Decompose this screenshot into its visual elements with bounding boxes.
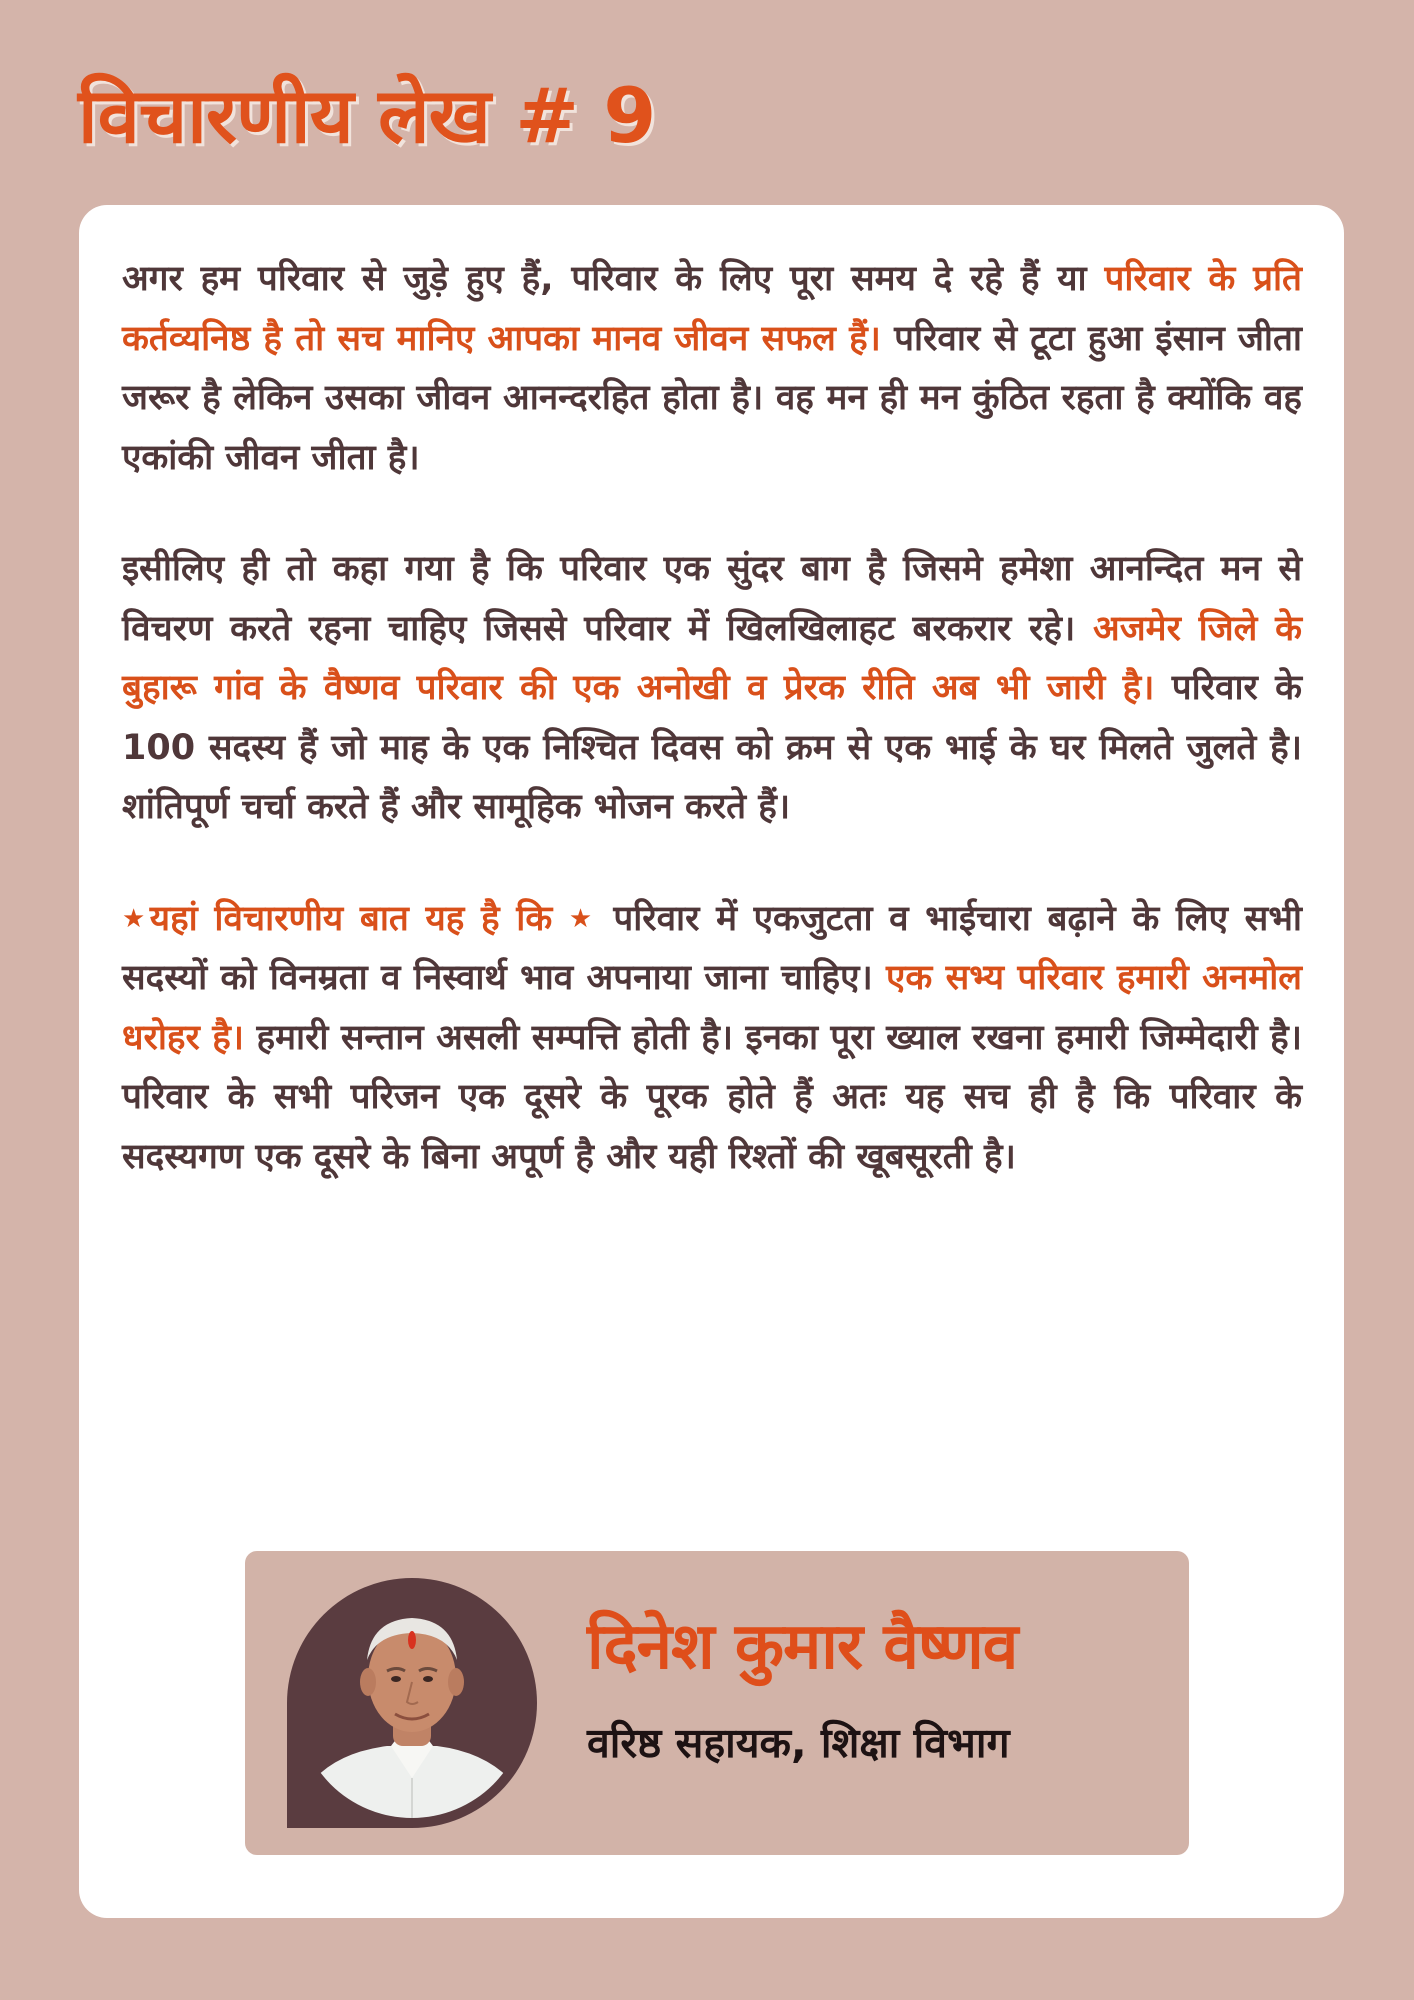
author-role: वरिष्ठ सहायक, शिक्षा विभाग bbox=[587, 1719, 1010, 1767]
paragraph-1-text-2: परिवार से टूटा हुआ इंसान जीता जरूर है लेकिन उसका जीवन आनन्दरहित होता है। वह मन ही मन कुंठित रहता है क्योंकि वह एकांकी जीवन जीता है। bbox=[122, 318, 1302, 478]
paragraph-2-text-2: परिवार के 100 सदस्य हैं जो माह के एक निश्चित दिवस को क्रम से एक भाई के घर मिलते जुलते है। शांतिपूर्ण चर्चा करते हैं और सामूहिक भोजन करते हैं। bbox=[122, 668, 1302, 827]
author-photo bbox=[287, 1578, 537, 1828]
paragraph-3-highlight-1: यहां विचारणीय बात यह है कि bbox=[149, 898, 553, 939]
paragraph-2 bbox=[122, 540, 1302, 838]
paragraph-1-highlight: परिवार के प्रति कर्तव्यनिष्ठ है तो सच मानिए आपका मानव जीवन सफल हैं। bbox=[122, 259, 1302, 359]
paragraph-2-text-1: इसीलिए ही तो कहा गया है कि परिवार एक सुंदर बाग है जिसमे हमेशा आनन्दित मन से विचरण करते रहना चाहिए जिससे परिवार में खिलखिलाहट बरकरार रहे। bbox=[122, 549, 1302, 649]
paragraph-1-text-1: अगर हम परिवार से जुड़े हुए हैं, परिवार के लिए पूरा समय दे रहे हैं या bbox=[122, 259, 1105, 299]
author-portrait-image bbox=[287, 1578, 537, 1828]
star-icon: ★ bbox=[122, 903, 150, 934]
paragraph-1 bbox=[122, 250, 1302, 488]
paragraph-3 bbox=[122, 890, 1302, 1188]
author-box bbox=[245, 1551, 1189, 1855]
article-body bbox=[122, 250, 1302, 1239]
paragraph-2-highlight: अजमेर जिले के बुहारू गांव के वैष्णव परिवार की एक अनोखी व प्रेरक रीति अब भी जारी है। bbox=[122, 608, 1302, 708]
article-card bbox=[79, 205, 1344, 1918]
paragraph-3-text-1: परिवार में एकजुटता व भाईचारा बढ़ाने के लिए सभी सदस्यों को विनम्रता व निस्वार्थ भाव अपनाया जाना चाहिए। bbox=[122, 898, 1302, 998]
page-title: विचारणीय लेख # 9 bbox=[78, 71, 656, 160]
star-icon: ★ bbox=[568, 903, 597, 934]
paragraph-3-text-2: हमारी सन्तान असली सम्पत्ति होती है। इनका पूरा ख्याल रखना हमारी जिम्मेदारी है। परिवार के सभी परिजन एक दूसरे के पूरक होते हैं अतः यह सच ही है कि परिवार के सदस्यगण एक दूसरे के बिना अपूर्ण है और यही रिश्तों की खूबसूरती है। bbox=[122, 1017, 1302, 1177]
author-name: दिनेश कुमार वैष्णव bbox=[587, 1610, 1018, 1684]
paragraph-3-highlight-2: एक सभ्य परिवार हमारी अनमोल धरोहर है। bbox=[122, 958, 1302, 1058]
